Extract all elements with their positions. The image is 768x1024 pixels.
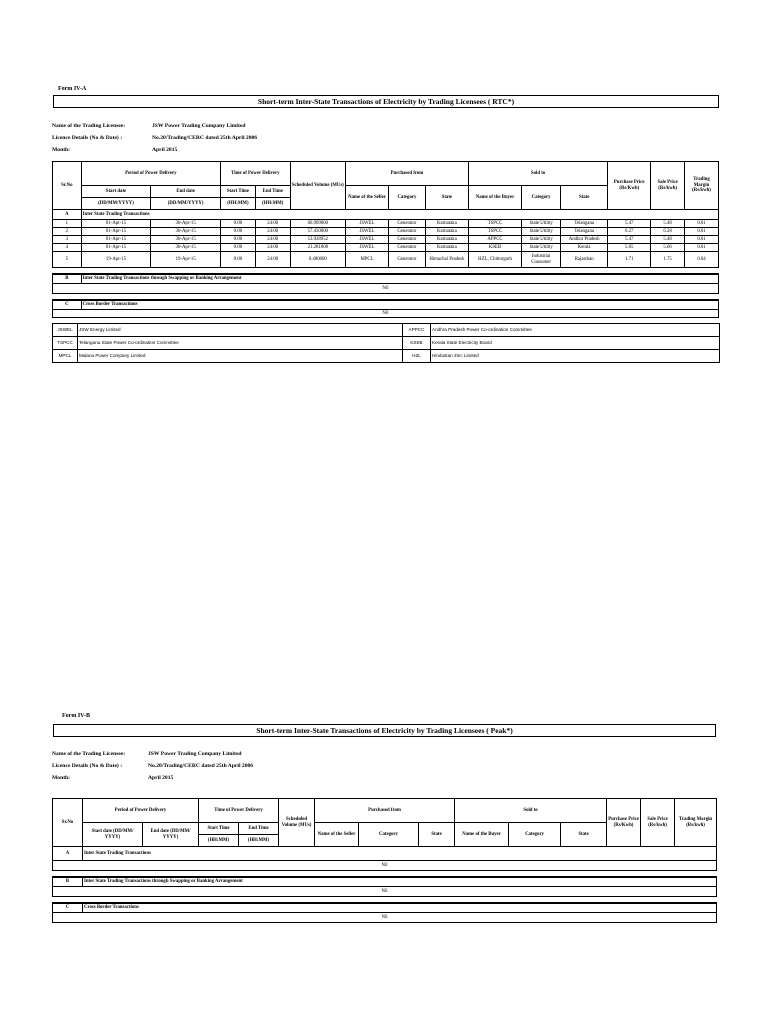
table-row: 2 01-Apr-15 30-Apr-15 0:00 24:00 57.450000 JSWEL Generator Karnataka TSPCC State Utility Telangana 6.27 6.28 0.01 xyxy=(53,228,719,236)
header-purchased: Purchased from xyxy=(315,799,455,823)
header-date-format: (DD/MM/YYYY) xyxy=(151,198,221,210)
nil-cell: Nil xyxy=(53,861,717,871)
header-state-2: State xyxy=(561,186,608,210)
form-b-licensee-value: JSW Power Trading Company Limited xyxy=(148,751,242,757)
header-purchase-price: Purchase Price (Rs/Kwh) xyxy=(608,162,651,210)
header-start-time: Start Time xyxy=(220,186,255,198)
section-label: Inter State Trading Transactions xyxy=(83,847,717,861)
header-sale-price: Sale Price (Rs/kwh) xyxy=(651,162,685,210)
header-period: Period of Power Delivery xyxy=(81,162,220,186)
header-category-2: Category xyxy=(522,186,561,210)
header-start-date: Start date xyxy=(81,186,151,198)
header-sold: Sold to xyxy=(455,799,607,823)
header-time: Time of Power Delivery xyxy=(199,799,279,823)
section-code: B xyxy=(53,877,83,887)
header-date-format: (DD/MM/YYYY) xyxy=(81,198,151,210)
header-time: Time of Power Delivery xyxy=(220,162,290,186)
section-code: B xyxy=(53,274,82,284)
section-code: C xyxy=(53,300,82,310)
section-code: C xyxy=(53,903,83,913)
section-label: Cross Border Transactions xyxy=(81,300,718,310)
header-purchase-price: Purchase Price (Rs/Kwh) xyxy=(607,799,641,847)
header-category-2: Category xyxy=(509,823,561,847)
form-b-licensee-label: Name of the Trading Licensee: xyxy=(52,751,126,757)
header-margin: Trading Margin (Rs/kwh) xyxy=(675,799,717,847)
header-seller: Name of the Seller xyxy=(315,823,359,847)
header-sold: Sold to xyxy=(468,162,607,186)
form-a-table xyxy=(52,161,719,318)
header-start-date: Start date (DD/MM/ YYYY) xyxy=(83,823,143,847)
table-row: TSPCC Telangana State Power Co-ordination Committee KSEB Kerala State Electricity Board xyxy=(53,337,720,350)
abbreviation-table xyxy=(52,323,720,363)
header-state: State xyxy=(425,186,468,210)
nil-cell: Nil xyxy=(53,310,719,318)
nil-cell: Nil xyxy=(53,284,719,294)
header-end-date: End date xyxy=(151,186,221,198)
header-start-time: Start Time (HH:MM) xyxy=(199,823,239,847)
nil-cell: Nil xyxy=(53,887,717,897)
section-label: Cross Border Transactions xyxy=(83,903,717,913)
header-category: Category xyxy=(359,823,419,847)
form-b-title: Short-term Inter-State Transactions of Electricity by Trading Licensees ( Peak*) xyxy=(53,724,716,737)
form-a-month-value: April 2015 xyxy=(152,147,178,153)
header-volume: Scheduled Volume (MUs) xyxy=(279,799,315,847)
header-srno: Sr.No xyxy=(53,162,82,210)
form-b-licence-value: No.20/Trading/CERC dated 25th April 2006 xyxy=(148,763,254,769)
form-b-month-label: Month: xyxy=(52,775,71,781)
header-sale-price: Sale Price (Rs/kwh) xyxy=(641,799,675,847)
form-a-licence-label: Licence Details (No & Date) : xyxy=(52,135,123,141)
header-volume: Scheduled Volume (MUs) xyxy=(290,162,345,210)
form-b-licence-label: Licence Details (No & Date) : xyxy=(52,763,123,769)
form-a-licensee-label: Name of the Trading Licensee: xyxy=(52,123,126,129)
header-purchased: Purchased from xyxy=(345,162,468,186)
nil-cell: Nil xyxy=(53,913,717,923)
form-b-table xyxy=(52,798,717,923)
section-label: Inter State Trading Transactions through Swapping or Banking Arrangement xyxy=(81,274,718,284)
table-row: 3 01-Apr-15 30-Apr-15 0:00 24:00 53.928952 JSWEL Generator Karnataka APPCC State Utility Andhra Pradesh 5.47 5.48 0.01 xyxy=(53,236,719,244)
header-buyer: Name of the Buyer xyxy=(455,823,509,847)
header-category: Category xyxy=(388,186,425,210)
header-margin: Trading Margin (Rs/kwh) xyxy=(685,162,719,210)
table-row: 5 19-Apr-15 19-Apr-15 0:00 24:00 0.480000 MPCL Generator Himachal Pradesh HZL, Chittorgarh Industrial Consumer Rajasthan 1.71 1.75 0.04 xyxy=(53,252,719,268)
form-a-label: Form IV-A xyxy=(58,86,87,92)
form-a-licensee-value: JSW Power Trading Company Limited xyxy=(152,123,246,129)
section-code: A xyxy=(53,847,83,861)
header-time-format: (HH:MM) xyxy=(220,198,255,210)
table-row: 4 01-Apr-15 30-Apr-15 0:00 24:00 21.281808 JSWEL Generator Karnataka KSEB State Utility Kerala 5.65 5.66 0.01 xyxy=(53,244,719,252)
form-a-title: Short-term Inter-State Transactions of Electricity by Trading Licensees ( RTC*) xyxy=(53,95,719,108)
header-end-time: End Time (HH:MM) xyxy=(239,823,279,847)
form-b-month-value: April 2015 xyxy=(148,775,174,781)
table-row: MPCL Malana Power Company Limited HZL Hindustan Zinc Limited xyxy=(53,350,720,363)
header-state: State xyxy=(419,823,455,847)
form-b-label: Form IV-B xyxy=(62,713,91,719)
header-buyer: Name of the Buyer xyxy=(468,186,521,210)
form-a-licence-value: No.20/Trading/CERC dated 25th April 2006 xyxy=(152,135,258,141)
header-time-format: (HH:MM) xyxy=(255,198,290,210)
table-row: 1 01-Apr-15 30-Apr-15 0:00 24:00 60.909000 JSWEL Generator Karnataka TSPCC State Utility Telangana 5.47 5.48 0.01 xyxy=(53,220,719,228)
header-end-time: End Time xyxy=(255,186,290,198)
header-srno: Sr.No xyxy=(53,799,83,847)
table-row: JSWEL JSW Energy Limited APPCC Andhra Pradesh Power Co-ordination Committee xyxy=(53,324,720,337)
header-end-date: End date (DD/MM/ YYYY) xyxy=(143,823,199,847)
header-state-2: State xyxy=(561,823,607,847)
section-label: Inter State Trading Transactions xyxy=(81,210,718,220)
section-label: Inter State Trading Transactions through Swapping or Banking Arrangement xyxy=(83,877,717,887)
header-period: Period of Power Delivery xyxy=(83,799,199,823)
header-seller: Name of the Seller xyxy=(345,186,388,210)
form-a-month-label: Month: xyxy=(52,147,71,153)
section-code: A xyxy=(53,210,82,220)
